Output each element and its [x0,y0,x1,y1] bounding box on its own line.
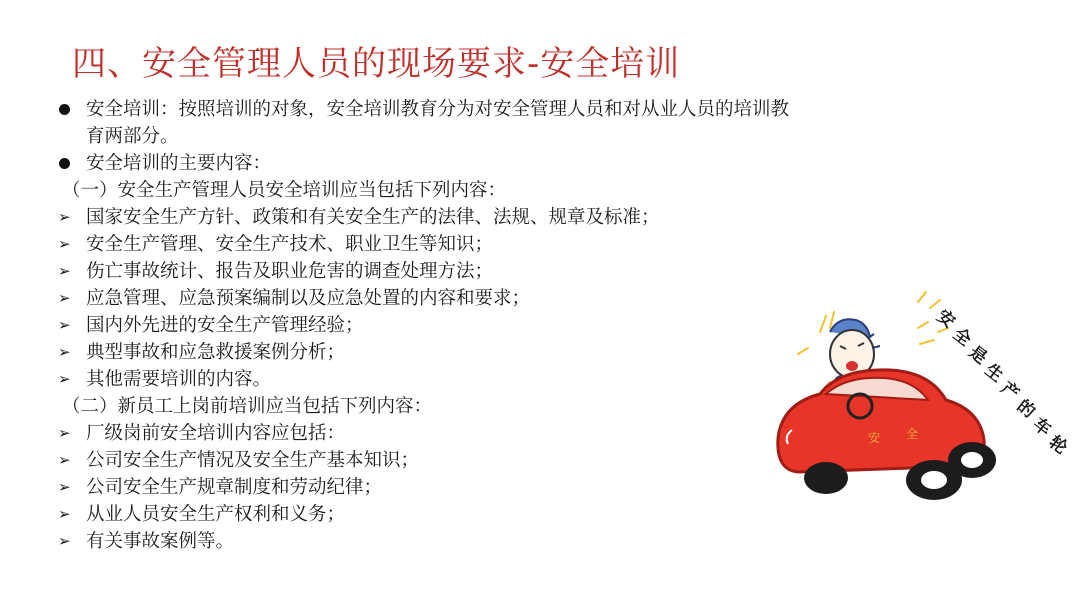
bullet-text: 安全培训：按照培训的对象，安全培训教育分为对安全管理人员和对从业人员的培训教育两部分。 [86,99,790,147]
arrow-list-item [56,366,796,393]
bullet-dot-icon [56,96,80,123]
list-item-text: 典型事故和应急救援案例分析； [86,342,346,363]
arrow-bullet-icon: ➢ [58,208,71,226]
arrow-list-item [56,528,796,555]
svg-text:的: 的 [1012,396,1039,423]
svg-text:轮: 轮 [1044,432,1071,459]
arrow-list-item [56,258,796,285]
arrow-list-item [56,339,796,366]
arrow-bullet-icon: ➢ [58,343,71,361]
slide-content [56,96,796,555]
list-item-text: 安全生产管理、安全生产技术、职业卫生等知识； [86,234,494,255]
list-item-text: 厂级岗前安全培训内容应包括： [86,423,346,444]
section-heading-2: （二）新员工上岗前培训应当包括下列内容： [62,396,433,417]
bullet-dot-icon [56,150,80,177]
arrow-list-item [56,231,796,258]
slide-title: 四、安全管理人员的现场要求-安全培训 [72,44,681,84]
arrow-bullet-icon: ➢ [58,505,71,523]
arrow-bullet-icon: ➢ [58,262,71,280]
list-item-text: 其他需要培训的内容。 [86,369,272,390]
arrow-bullet-icon: ➢ [58,235,71,253]
arrow-bullet-icon: ➢ [58,289,71,307]
svg-text:是: 是 [964,342,991,369]
list-item-text: 有关事故案例等。 [86,531,235,552]
bullet-item [56,96,796,150]
arrow-list-item [56,447,796,474]
arrow-bullet-icon: ➢ [58,370,71,388]
svg-text:安: 安 [868,431,881,445]
arrow-list-item [56,312,796,339]
list-item-text: 应急管理、应急预案编制以及应急处置的内容和要求； [86,288,531,309]
section-heading-1: （一）安全生产管理人员安全培训应当包括下列内容： [62,180,507,201]
svg-text:车: 车 [1028,414,1055,441]
arrow-list-item [56,474,796,501]
bullet-item [56,150,796,177]
safety-car-illustration [768,288,1071,508]
arrow-bullet-icon: ➢ [58,424,71,442]
list-item-text: 伤亡事故统计、报告及职业危害的调查处理方法； [86,261,494,282]
arrow-bullet-icon: ➢ [58,451,71,469]
list-item-text: 国内外先进的安全生产管理经验； [86,315,364,336]
svg-text:全: 全 [948,324,975,351]
svg-text:生: 生 [980,360,1007,387]
arrow-bullet-icon: ➢ [58,316,71,334]
arrow-list-item [56,204,796,231]
arrow-bullet-icon: ➢ [58,532,71,550]
bullet-text: 安全培训的主要内容： [86,153,272,174]
svg-text:全: 全 [906,427,919,441]
list-item-text: 公司安全生产规章制度和劳动纪律； [86,477,383,498]
svg-text:产: 产 [996,378,1023,405]
list-item-text: 从业人员安全生产权利和义务； [86,504,346,525]
arrow-list-item [56,420,796,447]
list-item-text: 国家安全生产方针、政策和有关安全生产的法律、法规、规章及标准； [86,207,660,228]
arrow-list-item [56,501,796,528]
arrow-list-item [56,285,796,312]
arrow-bullet-icon: ➢ [58,478,71,496]
svg-text:安: 安 [932,306,959,333]
list-item-text: 公司安全生产情况及安全生产基本知识； [86,450,420,471]
